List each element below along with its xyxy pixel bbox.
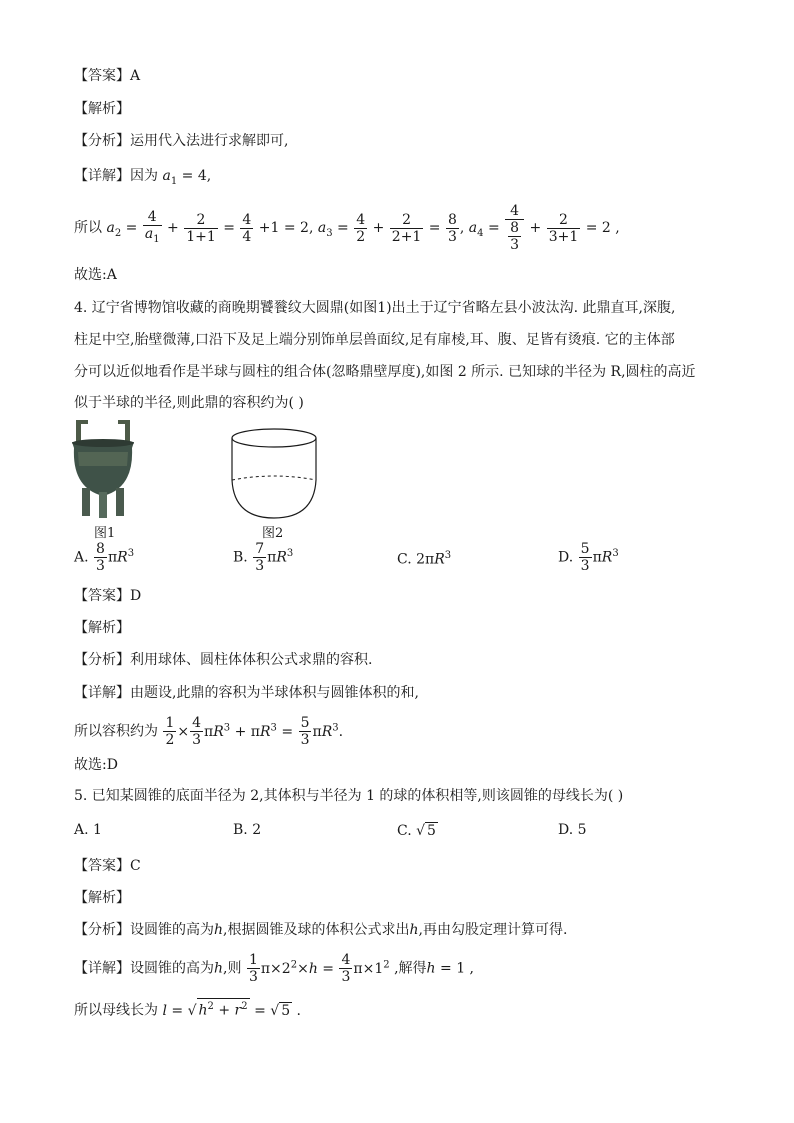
- q4-guxuan-line: 故选:D: [74, 757, 118, 773]
- detail-tag: 【详解】: [74, 168, 130, 184]
- option-b[interactable]: B. 2: [233, 822, 262, 838]
- q4-formula-line: 所以容积约为 $\frac{1}{2}$ × $\frac{4}{3}$ $\pi R^3 + \pi R^3$ = $\frac{5}{3}$ $\pi R^3$.: [74, 715, 344, 749]
- option-c[interactable]: C. $2\pi R^3$: [397, 550, 452, 568]
- q4-analysis-line: 【解析】: [74, 620, 130, 636]
- q4-stem-line-2: 柱足中空,胎壁微薄,口沿下及足上端分别饰单层兽面纹,足有扉棱,耳、腹、足皆有烫痕. 它的主体部: [74, 332, 675, 348]
- figure-1-caption: 图1: [94, 526, 116, 541]
- q5-suoyi-line: 所以母线长为 l = √ $h^2 + r^2$ = √ 5 .: [74, 998, 301, 1021]
- fenxi-tag: 【分析】: [74, 133, 130, 149]
- option-d[interactable]: D. 5: [558, 822, 587, 838]
- answer-tag: 【答案】: [74, 68, 130, 84]
- q3-analysis-line: [74, 99, 130, 119]
- answer-value: C: [130, 858, 141, 874]
- option-b[interactable]: B. $\frac{7}{3}$ $\pi R^3$: [233, 541, 294, 574]
- formula-a1: a: [162, 168, 171, 184]
- q3-fenxi-line: [74, 131, 288, 151]
- guxuan-text: 故选:A: [74, 267, 117, 283]
- formula-volume: $\frac{1}{2}$ × $\frac{4}{3}$ $\pi R^3 + \pi R^3$ = $\frac{5}{3}$ $\pi R^3$.: [165, 715, 344, 749]
- q3-detail-line: 【详解】因为 $a_1 = 4$,: [74, 168, 212, 187]
- fenxi-text: 运用代入法进行求解即可,: [130, 133, 289, 149]
- formula-cone-volume: $\frac{1}{3}$ $\pi\times 2^2\times h$ = $\frac{4}{3}$ $\pi\times 1^2$: [248, 952, 390, 986]
- q5-analysis-line: 【解析】: [74, 890, 130, 906]
- option-c[interactable]: C. √ 5: [397, 823, 436, 839]
- q5-detail-line: 【详解】设圆锥的高为h,则 $\frac{1}{3}$ $\pi\times 2^2\times h$ = $\frac{4}{3}$ $\pi\times 1^2$ ,解得h = 1 ,: [74, 952, 475, 986]
- q5-answer-line: 【答案】C: [74, 858, 141, 874]
- option-a[interactable]: A. 1: [74, 822, 102, 838]
- answer-value: A: [130, 68, 141, 84]
- q4-fenxi-line: 【分析】利用球体、圆柱体体积公式求鼎的容积.: [74, 652, 373, 668]
- q4-stem-line-3: 分可以近似地看作是半球与圆柱的组合体(忽略鼎壁厚度),如图 2 所示. 已知球的半径为 R,圆柱的高近: [74, 364, 696, 380]
- q4-stem-line-4: 似于半球的半径,则此鼎的容积约为( ): [74, 395, 304, 411]
- formula-sequence: $a_2$ = $\frac{4}{a_1}$ + $\frac{2}{1+1}$ = $\frac{4}{4}$ +1 = 2, $a_3$ = $\frac{4}{2}$ + $\frac{2}{2+1}$ = $\frac{8}{3}$ , $a_4$ = $\frac{4}{\frac{8}{3}}$ + $\frac{2}{3+1}$ = 2 ,: [106, 203, 620, 253]
- q4-answer-line: 【答案】D: [74, 588, 142, 604]
- option-a[interactable]: A. $\frac{8}{3}$ $\pi R^3$: [74, 541, 135, 574]
- q3-guxuan-line: [74, 265, 117, 285]
- q3-answer-line: [74, 66, 140, 86]
- q5-stem: 5. 已知某圆锥的底面半径为 2,其体积与半径为 1 的球的体积相等,则该圆锥的母线长为( ): [74, 788, 624, 804]
- ding-vessel-image: [68, 418, 138, 520]
- formula-slant-height: l = √ $h^2 + r^2$ = √ 5 .: [162, 1003, 301, 1019]
- q4-detail-line: 【详解】由题设,此鼎的容积为半球体积与圆锥体积的和,: [74, 685, 419, 701]
- figure-2-caption: 图2: [262, 526, 284, 541]
- suoyi-text: 所以: [74, 220, 102, 236]
- detail-text: 因为: [130, 168, 158, 184]
- answer-value: D: [130, 588, 142, 604]
- analysis-tag: 【解析】: [74, 101, 130, 117]
- q5-fenxi-line: 【分析】设圆锥的高为h,根据圆锥及球的体积公式求出h,再由勾股定理计算可得.: [74, 922, 568, 938]
- option-d[interactable]: D. $\frac{5}{3}$ $\pi R^3$: [558, 541, 619, 574]
- hemisphere-cylinder-diagram: [228, 426, 320, 522]
- q3-formula-line: [74, 203, 620, 253]
- q4-stem-line-1: 4. 辽宁省博物馆收藏的商晚期饕餮纹大圆鼎(如图1)出土于辽宁省略左县小波汰沟. 此鼎直耳,深腹,: [74, 300, 676, 316]
